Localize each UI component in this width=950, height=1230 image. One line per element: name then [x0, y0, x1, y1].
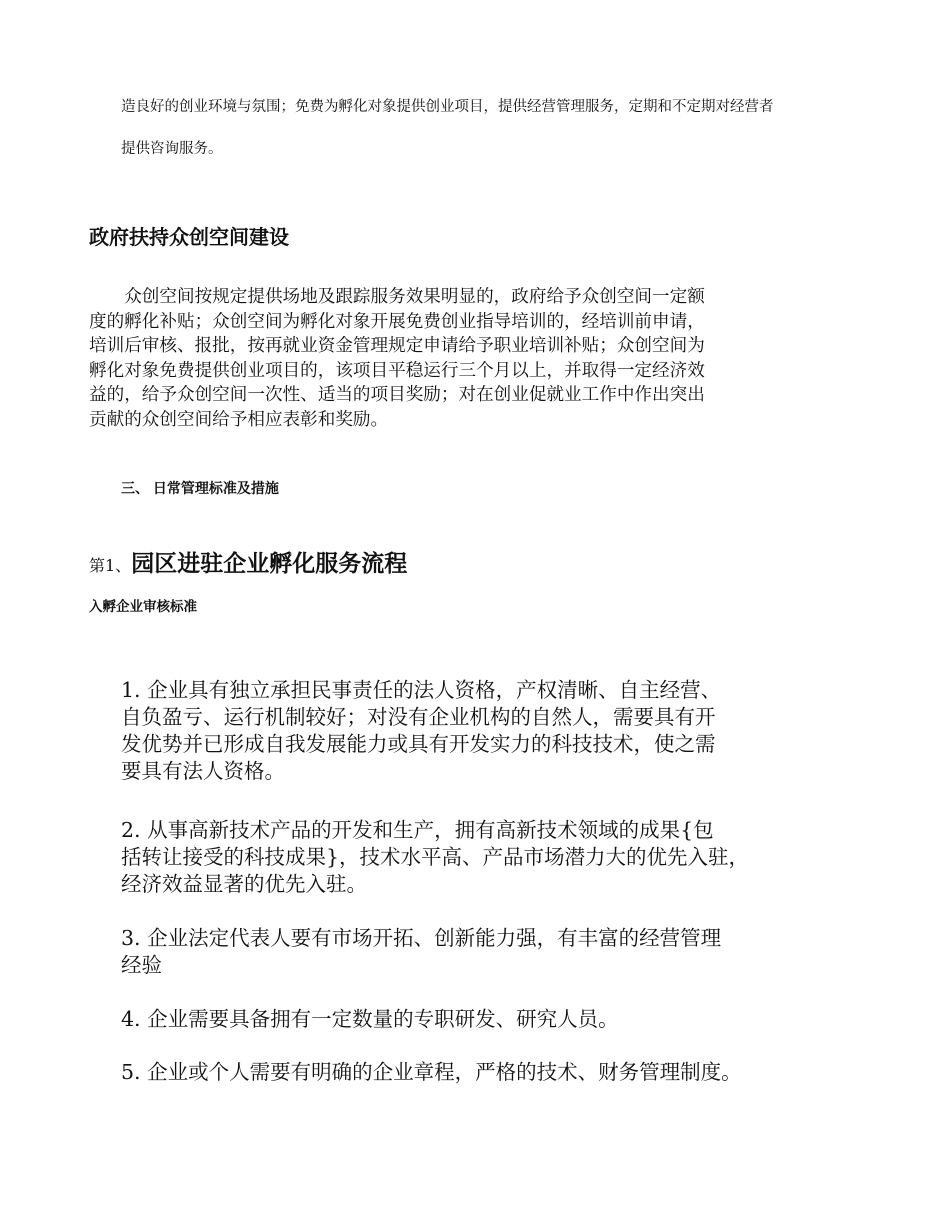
section-three-heading: 三、 日常管理标准及措施	[121, 480, 279, 496]
chapter-heading	[89, 547, 407, 583]
paragraph-line: 培训后审核、报批，按再就业资金管理规定申请给予职业培训补贴；众创空间为	[89, 336, 705, 356]
criterion-item-4	[121, 1006, 881, 1033]
criterion-line: 3. 企业法定代表人要有市场开拓、创新能力强，有丰富的经营管理	[121, 926, 722, 950]
criterion-line: 发优势并已形成自我发展能力或具有开发实力的科技技术，使之需	[121, 732, 716, 756]
criterion-line: 括转让接受的科技成果}，技术水平高、产品市场潜力大的优先入驻，	[121, 845, 750, 869]
criterion-item-3	[121, 925, 881, 979]
criterion-line: 2. 从事高新技术产品的开发和生产，拥有高新技术领域的成果{包	[121, 818, 714, 842]
criterion-item-5	[121, 1059, 881, 1086]
criterion-line: 5. 企业或个人需要有明确的企业章程，严格的技术、财务管理制度。	[121, 1060, 742, 1084]
criterion-line: 自负盈亏、运行机制较好；对没有企业机构的自然人，需要具有开	[121, 705, 716, 729]
criterion-item-2	[121, 817, 881, 898]
chapter-number: 第1、	[89, 556, 132, 575]
paragraph-line: 众创空间按规定提供场地及跟踪服务效果明显的，政府给予众创空间一定额	[89, 287, 705, 307]
paragraph-line: 孵化对象免费提供创业项目的，该项目平稳运行三个月以上，并取得一定经济效	[89, 360, 705, 381]
paragraph-line: 贡献的众创空间给予相应表彰和奖励。	[89, 409, 389, 430]
gov-support-heading: 政府扶持众创空间建设	[89, 227, 289, 249]
paragraph-line: 益的，给予众创空间一次性、适当的项目奖励；对在创业促就业工作中作出突出	[89, 385, 705, 405]
criterion-line: 经济效益显著的优先入驻。	[121, 872, 367, 896]
criterion-line: 4. 企业需要具备拥有一定数量的专职研发、研究人员。	[121, 1007, 619, 1031]
review-criteria-label: 入孵企业审核标准	[89, 599, 197, 614]
paragraph-line: 度的孵化补贴；众创空间为孵化对象开展免费创业指导培训的，经培训前申请，	[89, 311, 705, 332]
criterion-line: 要具有法人资格。	[121, 759, 285, 783]
criterion-line: 经验	[121, 953, 162, 977]
intro-text-line-2: 提供咨询服务。	[121, 141, 223, 157]
criterion-item-1	[121, 677, 881, 785]
intro-text-line-1: 造良好的创业环境与氛围；免费为孵化对象提供创业项目，提供经营管理服务，定期和不定期对经营者	[121, 99, 774, 115]
criterion-line: 1. 企业具有独立承担民事责任的法人资格，产权清晰、自主经营、	[121, 678, 722, 702]
chapter-title: 园区进驻企业孵化服务流程	[131, 550, 408, 576]
gov-support-paragraph	[89, 285, 869, 432]
